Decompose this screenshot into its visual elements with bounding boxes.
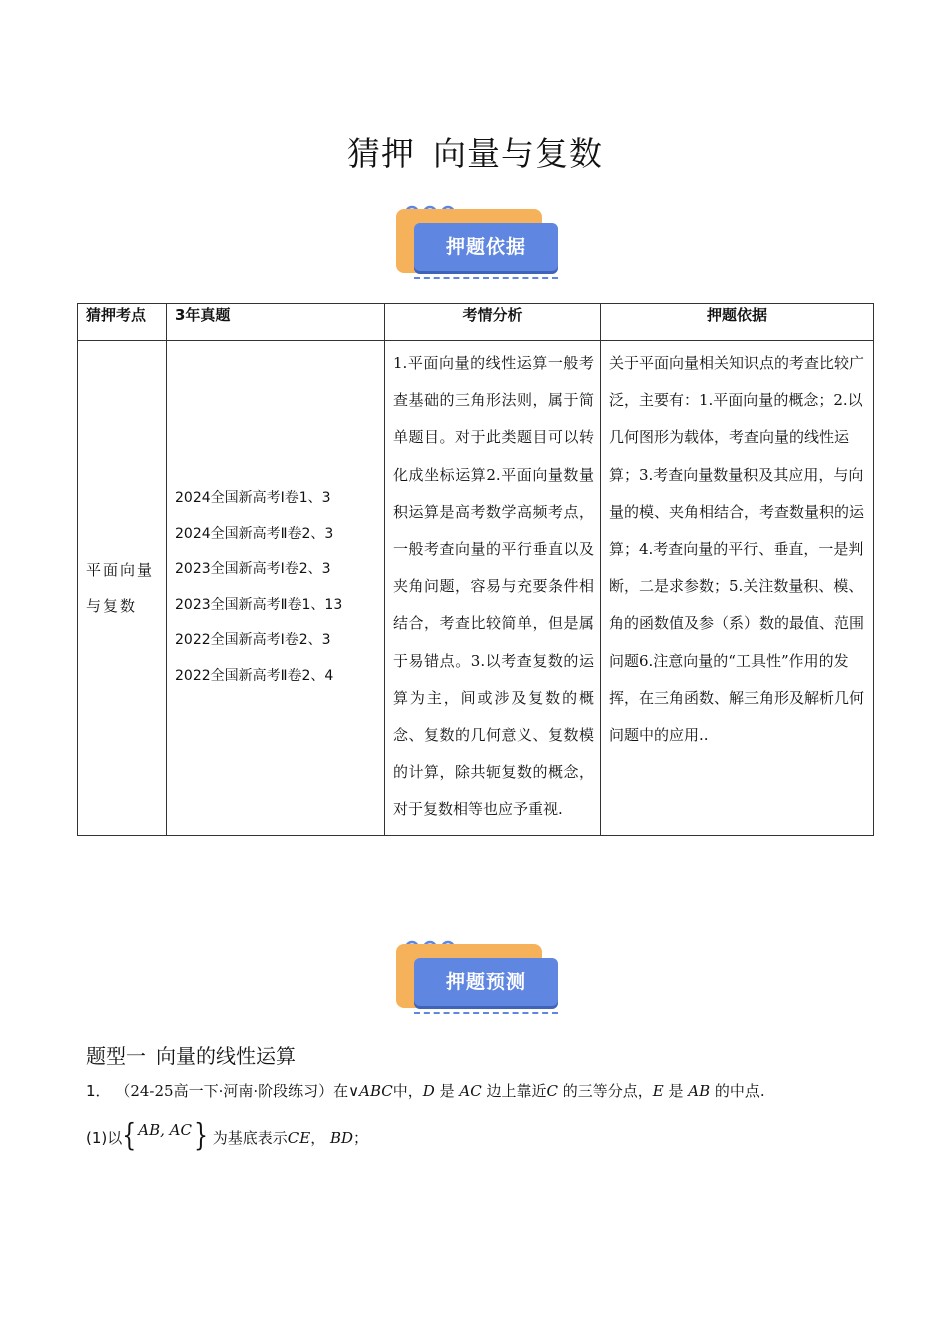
left-brace: { (122, 1119, 137, 1154)
question-text: ； (353, 1129, 369, 1147)
section-label: 题型一 (86, 1044, 146, 1068)
right-brace: } (193, 1119, 208, 1154)
basis-badge (392, 197, 562, 281)
question-text: 是 (439, 1082, 455, 1100)
question-text: 为基底表示 (212, 1129, 288, 1147)
section-title (86, 1040, 296, 1069)
question-1-part-1 (86, 1119, 369, 1154)
math-c: C (546, 1082, 558, 1100)
header-topic: 猜押考点 (78, 304, 167, 341)
page-title (0, 128, 950, 175)
table-row (78, 341, 874, 836)
question-text: 的中点. (714, 1082, 765, 1100)
question-text: 中， (392, 1082, 423, 1100)
basis-cell: 关于平面向量相关知识点的考查比较广泛，主要有：1.平面向量的概念；2.以几何图形为载体，考查向量的线性运算；3.考查向量数量积及其应用，与向量的模、夹角相结合，考查数量积的运算；4.考查向量的平行、垂直，一是判断，二是求参数；5.关注数量积、模、角的函数值及参（系）数的最值、范围问题6.注意向量的“工具性”作用的发挥，在三角函数、解三角形及解析几何问题中的应用.. (601, 341, 874, 836)
section-name: 向量的线性运算 (156, 1044, 296, 1068)
header-basis: 押题依据 (601, 304, 874, 341)
math-basis-vectors: AB, AC (138, 1121, 192, 1139)
math-e: E (652, 1082, 664, 1100)
topic-cell: 平面向量与复数 (78, 341, 167, 836)
question-text: 在 (333, 1082, 349, 1100)
question-text: 边上靠近 (486, 1082, 547, 1100)
question-1 (86, 1080, 765, 1101)
year-item: 2022全国新高考Ⅱ卷2、4 (175, 667, 334, 684)
basis-badge-label: 押题依据 (445, 236, 526, 258)
prediction-badge (392, 932, 562, 1016)
header-years: 3年真题 (167, 304, 385, 341)
title-part2: 向量与复数 (433, 134, 603, 173)
math-ab: AB (688, 1082, 711, 1100)
year-item: 2023全国新高考Ⅱ卷1、13 (175, 596, 343, 613)
question-number: 1． (86, 1082, 111, 1100)
question-text: 的三等分点， (562, 1082, 653, 1100)
header-analysis: 考情分析 (385, 304, 601, 341)
prediction-badge-label: 押题预测 (445, 971, 526, 993)
exam-analysis-table (77, 303, 874, 836)
math-abc: ABC (359, 1082, 393, 1100)
triangle-symbol: ∨ (348, 1082, 360, 1100)
math-bd: BD (329, 1129, 354, 1147)
table-header-row (78, 304, 874, 341)
question-text: ， (310, 1129, 326, 1147)
math-d: D (422, 1082, 435, 1100)
analysis-cell: 1.平面向量的线性运算一般考查基础的三角形法则，属于简单题目。对于此类题目可以转化成坐标运算2.平面向量数量积运算是高考数学高频考点，一般考查向量的平行垂直以及夹角问题，容易与充要条件相结合，考查比较简单，但是属于易错点。3.以考查复数的运算为主，间或涉及复数的概念、复数的几何意义、复数模的计算，除共轭复数的概念，对于复数相等也应予重视. (385, 341, 601, 836)
year-item: 2022全国新高考Ⅰ卷2、3 (175, 632, 331, 649)
year-item: 2024全国新高考Ⅰ卷1、3 (175, 490, 331, 507)
question-source: （24-25高一下·河南·阶段练习） (115, 1082, 334, 1100)
year-item: 2023全国新高考Ⅰ卷2、3 (175, 561, 331, 578)
title-part1: 猜押 (347, 134, 415, 173)
year-item: 2024全国新高考Ⅱ卷2、3 (175, 525, 334, 542)
part-prefix: (1)以 (86, 1129, 123, 1147)
math-ce: CE (287, 1129, 311, 1147)
years-cell (167, 341, 385, 836)
question-text: 是 (668, 1082, 684, 1100)
math-ac: AC (459, 1082, 482, 1100)
